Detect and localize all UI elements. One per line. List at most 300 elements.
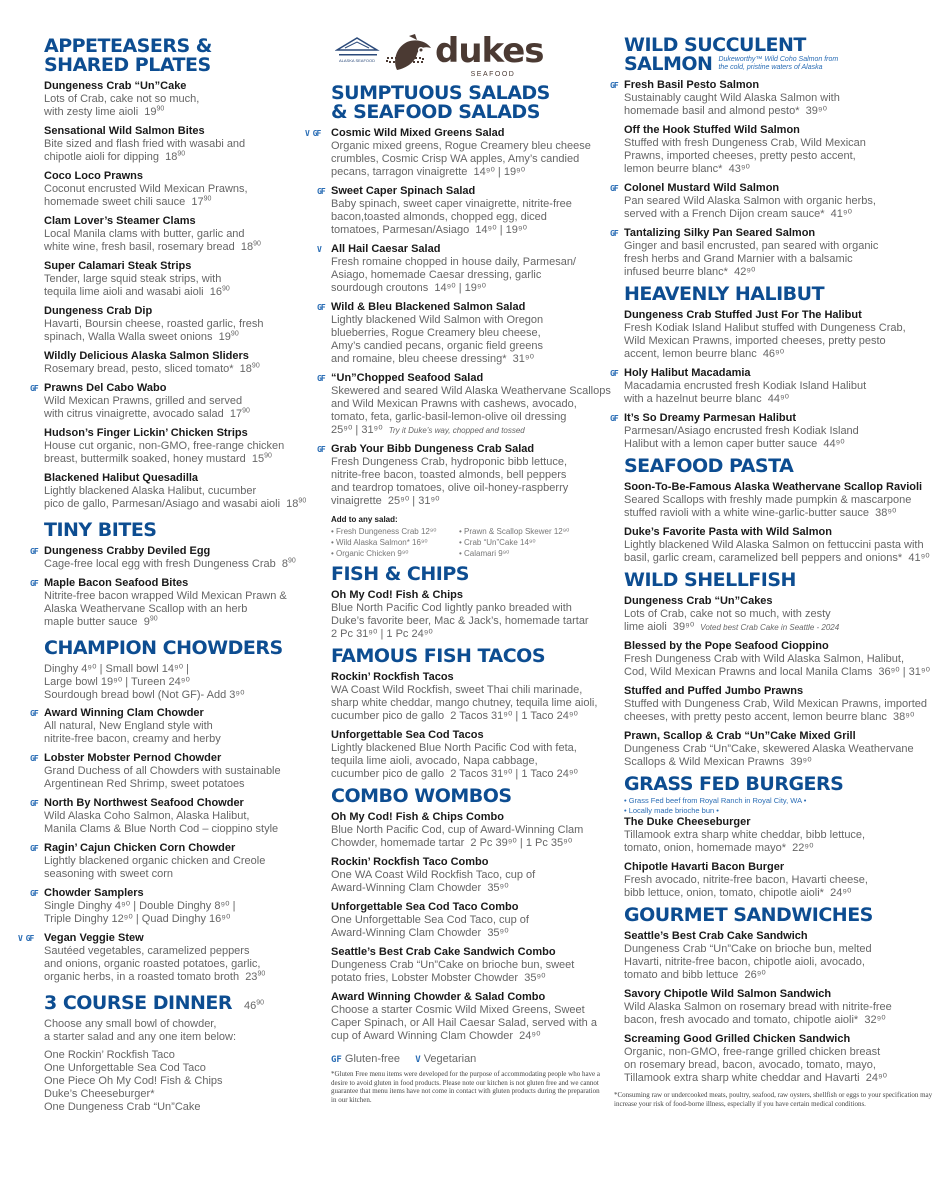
item-desc: Organic, non-GMO, free-range grilled chicken breast [624,1046,881,1058]
item-price: 41⁹⁰ [830,208,853,220]
item-price: 18 [165,151,178,163]
item-price: 14⁹⁰ | 19⁹⁰ [473,166,526,178]
item-desc: seasoning with sweet corn [44,868,174,880]
section-title-tiny-bites: TINY BITES [44,519,157,541]
item-name: Rockin’ Rockfish Taco Combo [331,856,489,868]
item-name: Dungeness Crab “Un”Cakes [624,595,773,607]
burgers-subtitle: • Grass Fed beef from Royal Ranch in Royal City, WA • [624,796,807,805]
item-price: 24⁹⁰ [865,1072,888,1084]
menu-item [624,640,942,679]
menu-item [624,988,942,1027]
item-desc: pecans, tarragon vinaigrette 14⁹⁰ | 19⁹⁰ [331,166,526,178]
item-price: 19 [144,106,157,118]
item-desc: Caper Spinach, or All Hail Caesar Salad, served with a [331,1017,597,1029]
menu-item [317,301,621,366]
gluten-free-disclaimer: *Gluten Free menu items were developed for the purpose of accommodating people who have a desire to avoid gluten in food products. Please note our kitchen is not gluten free and we cannot guarantee that menu items have not come in contact with gluten products during the preparation in our kitchen. [331,1070,601,1104]
item-note: Voted best Crab Cake in Seattle - 2024 [700,623,840,632]
item-price: 46⁹⁰ [762,348,785,360]
burgers-subtitle: • Locally made brioche bun • [624,806,719,815]
menu-item [610,412,942,451]
item-desc: Stuffed with fresh Dungeness Crab, Wild Mexican [624,137,866,149]
chowder-sizes: Large bowl 19⁹⁰ | Tureen 24⁹⁰ [44,676,190,688]
dukes-wordmark: dukes [435,32,544,71]
item-desc: Skewered and seared Wild Alaska Weathervane Scallops [331,385,611,397]
menu-item [331,991,621,1043]
item-desc: pico de gallo, Parmesan/Asiago and wasabi aioli $18^{90}$ [44,497,307,510]
menu-item [30,382,322,421]
menu-item [610,182,942,221]
menu-item [624,124,942,176]
addon-item: • Prawn & Scallop Skewer 12⁹⁰ [459,527,570,536]
item-desc: One Unforgettable Sea Cod Taco, cup of [331,914,529,926]
menu-item [610,367,942,406]
addon-item: • Organic Chicken 9⁹⁰ [331,549,409,558]
item-desc: organic herbs, in a roasted tomato broth $23^{90}$ [44,970,266,983]
item-desc: bacon,toasted almonds, chopped egg, diced [331,211,547,223]
item-name: Oh My Cod! Fish & Chips Combo [331,811,504,823]
item-name: Dungeness Crab Stuffed Just For The Halibut [624,309,862,321]
item-price: 35⁹⁰ [524,972,546,984]
item-name: Seattle’s Best Crab Cake Sandwich [624,930,808,942]
item-desc: and romaine, bleu cheese dressing* 31⁹⁰ [331,353,534,365]
course-option: One Piece Oh My Cod! Fish & Chips [44,1075,223,1087]
three-course-title-row [44,994,322,1013]
item-price: 19 [218,331,231,343]
gluten-free-icon: GF [317,374,325,383]
item-desc: spinach, Walla Walla sweet onions $19^{90}$ [44,330,239,343]
combos-section [331,787,621,1049]
item-name: Unforgettable Sea Cod Taco Combo [331,901,519,913]
item-desc: Wild Alaska Coho Salmon, Alaska Halibut, [44,810,250,822]
item-name: Vegan Veggie Stew [44,932,144,944]
item-price: 35⁹⁰ [487,882,509,894]
item-desc: Alaska Weathervane Scallop with an herb [44,603,248,615]
addon-item: • Crab “Un”Cake 14⁹⁰ [459,538,536,547]
dukes-fish-icon [387,34,431,70]
gluten-free-label: Gluten-free [344,1053,400,1065]
gluten-free-icon: GF [317,445,325,454]
item-desc: with a hazelnut beurre blanc 44⁹⁰ [624,393,790,405]
item-desc: Lots of Crab, cake not so much, [44,93,200,105]
item-desc: Argentinean Red Shrimp, sweet potatoes [44,778,245,790]
addons-list [331,526,621,559]
item-name: It’s So Dreamy Parmesan Halibut [624,412,796,424]
section-title-combos: COMBO WOMBOS [331,785,512,807]
sandwiches-section [624,906,942,1091]
item-name: Cosmic Wild Mixed Greens Salad [331,127,505,139]
item-name: Colonel Mustard Wild Salmon [624,182,780,194]
item-desc: Baby spinach, sweet caper vinaigrette, nitrite-free [331,198,572,210]
item-desc: Lightly blackened Wild Salmon with Oregon [331,314,544,326]
menu-item [331,729,621,781]
item-desc: Dungeness Crab “Un”Cake on brioche bun, sweet [331,959,575,971]
salmon-subtitle-line: the cold, pristine waters of Alaska [718,64,823,71]
item-name: Tantalizing Silky Pan Seared Salmon [624,227,816,239]
gluten-free-icon: GF [610,369,618,378]
vegetarian-label: Vegetarian [423,1053,477,1065]
menu-item [624,481,942,520]
item-name: Dungeness Crab “Un”Cake [44,80,187,92]
item-desc: Fresh Dungeness Crab, hydroponic bibb lettuce, [331,456,568,468]
item-name: Clam Lover’s Steamer Clams [44,215,196,227]
item-desc: tomatoes, Parmesan/Asiago 14⁹⁰ | 19⁹⁰ [331,224,527,236]
item-name: Oh My Cod! Fish & Chips [331,589,463,601]
item-desc: stuffed ravioli with a white wine-garlic-butter sauce 38⁹⁰ [624,507,897,519]
alaska-seafood-text: ALASKA SEAFOOD [338,58,376,63]
gluten-free-icon: GF [331,1055,342,1065]
item-desc: fresh herbs and Grand Marnier with a balsamic [624,253,853,265]
menu-item [30,887,322,926]
gluten-free-icon: GF [30,754,38,763]
chowder-sizes: Sourdough bread bowl (Not GF)- Add 3⁹⁰ [44,689,245,701]
item-desc: Lightly blackened Blue North Pacific Cod with feta, [331,742,577,754]
item-desc: nitrite-free bacon, creamy and herby [44,733,221,745]
menu-item [331,901,621,940]
salmon-subtitle [718,56,838,74]
item-desc: Award-Winning Clam Chowder 35⁹⁰ [331,882,509,894]
menu-item [624,861,942,900]
menu-item [44,170,322,209]
item-price: 2 Pc 31⁹⁰ | 1 Pc 24⁹⁰ [331,628,433,640]
item-price: 18 [240,241,254,253]
item-desc: Bite sized and flash fried with wasabi and [44,138,246,150]
menu-item [331,856,621,895]
menu-item [30,545,322,571]
vegetarian-gluten-free-icon: V GF [18,934,34,943]
salmon-subtitle-line: Dukeworthy™ Wild Coho Salmon from [718,56,839,63]
item-desc: All natural, New England style with [44,720,213,732]
item-name: Grab Your Bibb Dungeness Crab Salad [331,443,535,455]
item-price: 42⁹⁰ [734,266,756,278]
vegetarian-icon: V [317,245,321,254]
item-desc: white wine, fresh basil, rosemary bread $18^{90}$ [44,240,261,253]
menu-item [30,842,322,881]
column-right [610,0,942,1108]
item-price: 2 Tacos 31⁹⁰ | 1 Taco 24⁹⁰ [450,768,578,780]
item-price: 24⁹⁰ [519,1030,541,1042]
tiny-bites-section [30,519,322,635]
gluten-free-icon: GF [30,579,38,588]
column-middle [305,0,621,1104]
item-desc: Dungeness Crab “Un”Cake, skewered Alaska Weathervane [624,743,914,755]
title-line: SHARED PLATES [44,54,211,76]
item-desc: Macadamia encrusted fresh Kodiak Island Halibut [624,380,867,392]
item-desc: Lightly blackened Alaska Halibut, cucumber [44,485,257,497]
item-name: Unforgettable Sea Cod Tacos [331,729,484,741]
item-desc: Chowder, homemade tartar 2 Pc 39⁹⁰ | 1 Pc 35⁹⁰ [331,837,573,849]
item-desc: Fresh Dungeness Crab with Wild Alaska Salmon, Halibut, [624,653,905,665]
item-desc: tequila lime aioli, avocado, Napa cabbage, [331,755,538,767]
item-desc: served with a French Dijon cream sauce* 41⁹⁰ [624,208,853,220]
menu-item [331,589,621,641]
three-course-price: $46^{90}$ [244,999,265,1012]
section-title-fish-chips: FISH & CHIPS [331,563,469,585]
item-name: Stuffed and Puffed Jumbo Prawns [624,685,804,697]
item-name: Chipotle Havarti Bacon Burger [624,861,785,873]
item-name: Holy Halibut Macadamia [624,367,751,379]
section-title-three-course: 3 COURSE DINNER [44,992,233,1014]
item-desc: sourdough croutons 14⁹⁰ | 19⁹⁰ [331,282,487,294]
item-name: Maple Bacon Seafood Bites [44,577,189,589]
item-desc: Wild Alaska Salmon on rosemary bread with nitrite-free [624,1001,892,1013]
gluten-free-icon: GF [610,184,618,193]
menu-item [317,185,621,237]
menu-item [624,526,942,565]
salmon-title-row [624,55,942,74]
item-name: Wild & Bleu Blackened Salmon Salad [331,301,526,313]
item-desc: Parmesan/Asiago encrusted fresh Kodiak Island [624,425,859,437]
item-price: 18 [239,363,252,375]
item-name: Wildly Delicious Alaska Salmon Sliders [44,350,249,362]
menu-item [44,125,322,164]
item-desc: One WA Coast Wild Rockfish Taco, cup of [331,869,536,881]
item-desc: Lots of Crab, cake not so much, with zesty [624,608,831,620]
item-desc: Havarti, Boursin cheese, roasted garlic, fresh [44,318,264,330]
item-name: Seattle’s Best Crab Cake Sandwich Combo [331,946,556,958]
item-desc: breast, buttermilk soaked, honey mustard $15^{90}$ [44,452,272,465]
item-name: Super Calamari Steak Strips [44,260,192,272]
item-name: Coco Loco Prawns [44,170,144,182]
item-name: The Duke Cheeseburger [624,816,751,828]
section-title-halibut: HEAVENLY HALIBUT [624,283,825,305]
item-price: 39⁹⁰ [672,621,695,633]
item-desc: Lightly blackened organic chicken and Creole [44,855,266,867]
gluten-free-icon: GF [610,81,618,90]
three-course-section [44,994,322,1114]
addon-item: • Fresh Dungeness Crab 12⁹⁰ [331,527,437,536]
section-title-appeteasers [44,37,322,75]
chowder-sizes: Dinghy 4⁹⁰ | Small bowl 14⁹⁰ | [44,663,190,675]
menu-item [624,685,942,724]
menu-item [624,595,942,634]
item-price: 14⁹⁰ | 19⁹⁰ [434,282,487,294]
item-price: 14⁹⁰ | 19⁹⁰ [475,224,527,236]
item-price: 25⁹⁰ | 31⁹⁰ [387,495,440,507]
item-desc: tomato, feta, garlic-basil-lemon-olive oil dressing [331,411,567,423]
menu-item [624,930,942,982]
item-desc: cheeses, with pretty pesto accent, lemon beurre blanc 38⁹⁰ [624,711,915,723]
menu-item [30,707,322,746]
item-desc: bacon, fresh avocado and tomato, chipotle aioli* 32⁹⁰ [624,1014,886,1026]
menu-item [624,1033,942,1085]
item-price: 44⁹⁰ [767,393,790,405]
item-desc: Havarti, nitrite-free bacon, chipotle aioli, avocado, [624,956,865,968]
addons-title: Add to any salad: [331,515,398,524]
section-title-salmon: SALMON [624,53,713,75]
section-title-burgers: GRASS FED BURGERS [624,773,844,795]
gluten-free-icon: GF [30,709,38,718]
item-desc: lime aioli 39⁹⁰ Voted best Crab Cake in Seattle - 2024 [624,621,840,633]
item-name: Soon-To-Be-Famous Alaska Weathervane Scallop Ravioli [624,481,923,493]
item-price: 38⁹⁰ [893,711,915,723]
gluten-free-icon: GF [610,414,618,423]
section-title-chowders: CHAMPION CHOWDERS [44,637,283,659]
item-desc: Amy’s candied pecans, organic field greens [331,340,543,352]
section-title-salmon: WILD SUCCULENT [624,34,806,56]
item-desc: with zesty lime aioli $19^{90}$ [44,105,165,118]
item-price: 24⁹⁰ [830,887,852,899]
item-desc: cup of Award Winning Clam Chowder 24⁹⁰ [331,1030,541,1042]
item-desc: Cage-free local egg with fresh Dungeness Crab $8^{90}$ [44,557,296,570]
item-price: 9 [143,616,150,628]
item-price: 2 Tacos 31⁹⁰ | 1 Taco 24⁹⁰ [450,710,578,722]
item-desc: vinaigrette 25⁹⁰ | 31⁹⁰ [331,495,440,507]
section-title-shellfish: WILD SHELLFISH [624,569,796,591]
title-line: SUMPTUOUS SALADS [331,82,550,104]
item-desc: Blue North Pacific Cod lightly panko breaded with [331,602,572,614]
item-desc: infused beurre blanc* 42⁹⁰ [624,266,756,278]
appeteasers-section [30,35,322,517]
item-name: North By Northwest Seafood Chowder [44,797,244,809]
column-left [18,0,322,1114]
item-price: 32⁹⁰ [864,1014,886,1026]
item-price: 26⁹⁰ [744,969,766,981]
item-note: Try it Duke’s way, chopped and tossed [388,426,525,435]
item-name: Blessed by the Pope Seafood Cioppino [624,640,829,652]
menu-item [610,79,942,118]
item-desc: Asiago, homemade Caesar dressing, garlic [331,269,542,281]
item-name: Fresh Basil Pesto Salmon [624,79,760,91]
item-name: Duke’s Favorite Pasta with Wild Salmon [624,526,832,538]
menu-item [30,752,322,791]
section-title-tacos: FAMOUS FISH TACOS [331,645,546,667]
menu-item [44,305,322,344]
chowders-section [18,637,322,990]
item-name: Sweet Caper Spinach Salad [331,185,476,197]
item-desc: Prawns, imported cheeses, pretty pesto accent, [624,150,856,162]
vegetarian-icon: V [415,1055,421,1065]
item-price: 36⁹⁰ | 31⁹⁰ [878,666,931,678]
menu-item [317,372,621,437]
item-desc: and onions, organic roasted potatoes, garlic, [44,958,261,970]
item-desc: on rosemary bread, bacon, avocado, tomato, mayo, [624,1059,876,1071]
burgers-section [624,775,942,906]
item-desc: potato fries, Lobster Mobster Chowder 35⁹⁰ [331,972,546,984]
item-desc: Grand Duchess of all Chowders with sustainable [44,765,281,777]
shellfish-section [624,571,942,775]
item-desc: Sautéed vegetables, caramelized peppers [44,945,250,957]
item-name: Lobster Mobster Pernod Chowder [44,752,222,764]
item-desc: sharp white cheddar, mango chutney, tequila lime aioli, [331,697,598,709]
menu-item [317,243,621,295]
item-desc: blueberries, Rogue Creamery bleu cheese, [331,327,541,339]
salmon-section [610,34,942,285]
salads-section [305,82,621,559]
item-price: 41⁹⁰ [908,552,930,564]
item-desc: basil, garlic cream, caramelized bell peppers and onions* 41⁹⁰ [624,552,930,564]
section-title-sandwiches: GOURMET SANDWICHES [624,904,873,926]
title-line: & SEAFOOD SALADS [331,101,540,123]
item-price: 35⁹⁰ [487,927,509,939]
item-name: Hudson’s Finger Lickin’ Chicken Strips [44,427,248,439]
item-desc: Dungeness Crab “Un”Cake on brioche bun, melted [624,943,872,955]
menu-item [331,671,621,723]
alaska-seafood-logo [337,38,377,63]
item-name: Award Winning Chowder & Salad Combo [331,991,546,1003]
item-desc: Blue North Pacific Cod, cup of Award-Winning Clam [331,824,584,836]
menu-item [624,816,942,855]
menu-item [44,350,322,376]
item-desc: Nitrite-free bacon wrapped Wild Mexican Prawn & [44,590,287,602]
item-desc: Fresh Kodiak Island Halibut stuffed with Dungeness Crab, [624,322,906,334]
dietary-legend [331,1053,621,1067]
item-desc: Tender, large squid steak strips, with [44,273,222,285]
item-price: 15 [251,453,265,465]
item-name: All Hail Caesar Salad [331,243,441,255]
item-desc: nitrite-free bacon, toasted almonds, bell peppers [331,469,567,481]
item-desc: maple butter sauce $9^{90}$ [44,615,158,628]
item-desc: Stuffed with Dungeness Crab, Wild Mexican Prawns, imported [624,698,928,710]
fish-chips-section [331,565,621,647]
item-desc: and teardrop tomatoes, olive oil-honey-raspberry [331,482,569,494]
item-price: 39⁹⁰ [790,756,812,768]
item-desc: Tillamook extra sharp white cheddar, bibb lettuce, [624,829,866,841]
menu-item [44,427,322,466]
course-option: Duke’s Cheeseburger* [44,1088,155,1100]
pasta-section [624,457,942,571]
item-desc: Sustainably caught Wild Alaska Salmon with [624,92,840,104]
title-line: APPETEASERS & [44,35,212,57]
item-desc: Seared Scallops with freshly made pumpkin & mascarpone [624,494,912,506]
vegetarian-gluten-free-icon: V GF [305,129,321,138]
logo-area [335,32,555,80]
item-price: 23 [245,971,258,983]
item-name: Award Winning Clam Chowder [44,707,204,719]
item-price: 17 [191,196,204,208]
item-desc: Local Manila clams with butter, garlic and [44,228,245,240]
item-price: 18 [286,498,299,510]
menu-item [317,443,621,508]
item-desc: Cod, Wild Mexican Prawns and local Manila Clams 36⁹⁰ | 31⁹⁰ [624,666,931,678]
menu-item [18,932,322,984]
menu-item [624,730,942,769]
item-desc: with citrus vinaigrette, avocado salad $17^{90}$ [44,407,250,420]
item-price: 2 Pc 39⁹⁰ | 1 Pc 35⁹⁰ [470,837,573,849]
item-desc: cucumber pico de gallo 2 Tacos 31⁹⁰ | 1 Taco 24⁹⁰ [331,710,578,722]
item-desc: Award-Winning Clam Chowder 35⁹⁰ [331,927,509,939]
item-name: Chowder Samplers [44,887,144,899]
section-title-salads [331,84,621,122]
item-price: 16 [209,286,222,298]
menu-item [30,577,322,629]
item-desc: homemade basil and almond pesto* 39⁹⁰ [624,105,827,117]
item-name: “Un”Chopped Seafood Salad [331,372,484,384]
gluten-free-icon: GF [610,229,618,238]
item-desc: bibb lettuce, onion, tomato, chipotle aioli* 24⁹⁰ [624,887,852,899]
item-desc: lemon beurre blanc* 43⁹⁰ [624,163,750,175]
item-desc: chipotle aioli for dipping $18^{90}$ [44,150,186,163]
item-price: 17 [229,408,243,420]
item-desc: Wild Mexican Prawns, grilled and served [44,395,243,407]
item-name: Blackened Halibut Quesadilla [44,472,199,484]
item-desc: Fresh avocado, nitrite-free bacon, Havarti cheese, [624,874,868,886]
item-desc: Scallops & Wild Mexican Prawns 39⁹⁰ [624,756,812,768]
item-desc: Organic mixed greens, Rogue Creamery bleu cheese [331,140,591,152]
item-name: Ragin’ Cajun Chicken Corn Chowder [44,842,236,854]
menu-item [44,80,322,119]
menu-item [610,227,942,279]
item-desc: Choose a starter Cosmic Wild Mixed Greens, Sweet [331,1004,585,1016]
item-desc: Pan seared Wild Alaska Salmon with organic herbs, [624,195,876,207]
menu-item [44,260,322,299]
gluten-free-icon: GF [30,799,38,808]
raw-food-disclaimer: *Consuming raw or undercooked meats, poultry, seafood, raw oysters, shellfish or eggs to your specification may increase your risk of food-borne illness, especially if you have certain medical conditions. [614,1091,933,1108]
item-desc: House cut organic, non-GMO, free-range chicken [44,440,285,452]
gluten-free-icon: GF [30,889,38,898]
item-desc: homemade sweet chili sauce $17^{90}$ [44,195,212,208]
course-option: One Rockin’ Rockfish Taco [44,1049,175,1061]
gluten-free-icon: GF [30,547,38,556]
